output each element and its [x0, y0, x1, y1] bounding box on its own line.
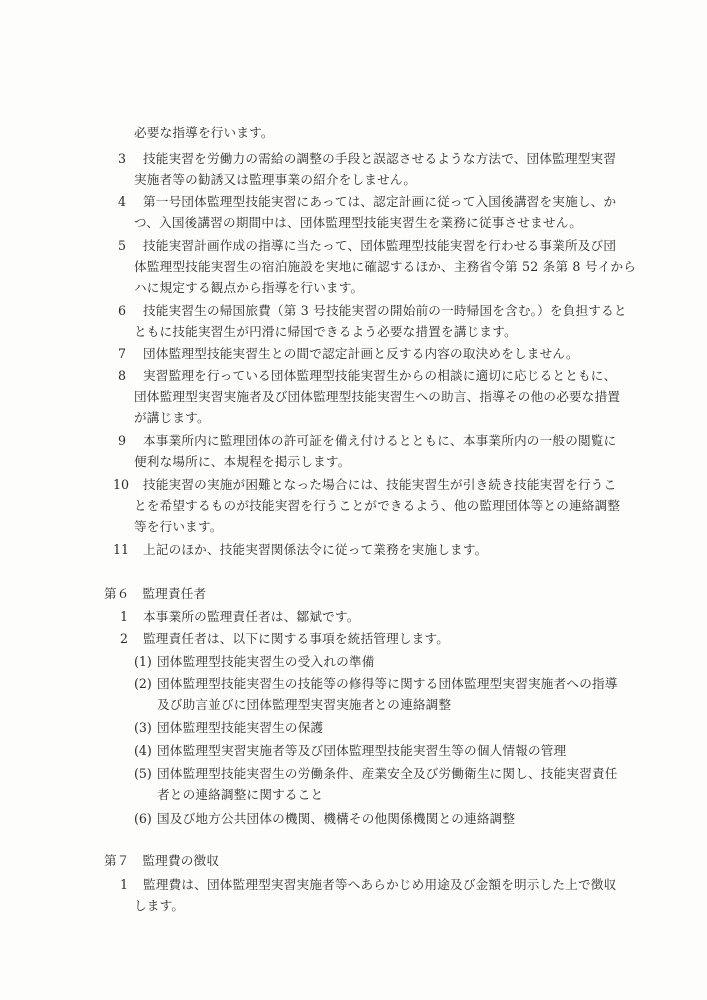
section-item-text: 監理責任者は、以下に関する事項を統括管理します。	[143, 631, 450, 646]
list-item-line: ハに規定する観点から指導を行います。	[134, 280, 364, 295]
list-item-line: とを希望するものが技能実習を行うことができるよう、他の監理団体等との連絡調整	[134, 498, 621, 513]
section-heading: 第６ 監理責任者	[104, 586, 207, 601]
list-item-line: 技能実習生の帰国旅費（第 3 号技能実習の開始前の一時帰国を含む。）を負担すると	[143, 303, 627, 318]
list-item-line: 実習監理を行っている団体監理型技能実習生からの相談に適切に応じるとともに、	[143, 368, 617, 383]
subitem-line: 団体監理型技能実習生の保護	[157, 720, 324, 735]
list-item-line: 等を行います。	[134, 519, 223, 534]
list-item-number: 6	[118, 303, 127, 318]
list-item-line: 技能実習を労働力の需給の調整の手段と誤認させるような方法で、団体監理型実習	[143, 151, 617, 166]
subitem-line: 国及び地方公共団体の機関、機構その他関係機関との連絡調整	[157, 811, 516, 826]
list-item-line: が講じます。	[134, 410, 210, 425]
list-item-number: 5	[118, 238, 127, 253]
list-item-line: つ、入国後講習の期間中は、団体監理型技能実習生を業務に従事させません。	[134, 215, 583, 230]
list-item-line: 団体監理型技能実習生との間で認定計画と反する内容の取決めをしません。	[143, 346, 579, 361]
section-heading: 第７ 監理費の徴収	[104, 853, 220, 868]
list-item-line: 技能実習計画作成の指導に当たって、団体監理型技能実習を行わせる事業所及び団	[143, 238, 617, 253]
subitem-number: (5)	[134, 766, 152, 781]
list-item-line: 上記のほか、技能実習関係法令に従って業務を実施します。	[143, 542, 488, 557]
section-item-number: 2	[120, 631, 129, 646]
list-item-number: 8	[118, 368, 127, 383]
subitem-line: 者との連絡調整に関すること	[157, 787, 324, 802]
list-item-number: 7	[118, 346, 127, 361]
subitem-line: 団体監理型技能実習生の受入れの準備	[157, 654, 375, 669]
subitem-number: (6)	[134, 811, 152, 826]
subitem-number: (1)	[134, 654, 152, 669]
list-item-number: 9	[118, 433, 127, 448]
list-item-line: ともに技能実習生が円滑に帰国できるよう必要な措置を講じます。	[134, 324, 517, 339]
continuation-text: 必要な指導を行います。	[134, 125, 274, 140]
list-item-number: 10	[113, 477, 130, 492]
list-item-number: 4	[118, 194, 127, 209]
subitem-line: 団体監理型実習実施者等及び団体監理型技能実習生等の個人情報の管理	[157, 743, 567, 758]
list-item-line: 実施者等の勧誘又は監理事業の紹介をしません。	[134, 172, 417, 187]
subitem-line: 及び助言並びに団体監理型実習実施者との連絡調整	[157, 697, 452, 712]
subitem-line: 団体監理型技能実習生の労働条件、産業安全及び労働衛生に関し、技能実習責任	[157, 766, 618, 781]
subitem-number: (3)	[134, 720, 152, 735]
list-item-line: 団体監理型実習実施者及び団体監理型技能実習生への助言、指導その他の必要な措置	[134, 389, 621, 404]
section-item-number: 1	[120, 609, 129, 624]
section-item-text: 監理費は、団体監理型実習実施者等へあらかじめ用途及び金額を明示した上で徴収	[143, 877, 617, 892]
list-item-line: 体監理型技能実習生の宿泊施設を実地に確認するほか、主務省令第 52 条第 8 号イから	[134, 259, 637, 274]
list-item-line: 第一号団体監理型技能実習にあっては、認定計画に従って入国後講習を実施し、か	[143, 194, 617, 209]
subitem-number: (4)	[134, 743, 152, 758]
section-item-number: 1	[120, 877, 129, 892]
subitem-line: 団体監理型技能実習生の技能等の修得等に関する団体監理型実習実施者への指導	[157, 676, 618, 691]
section-item-text: します。	[134, 898, 185, 913]
section-item-text: 本事業所の監理責任者は、鄒斌です。	[143, 609, 360, 624]
list-item-number: 3	[118, 151, 127, 166]
list-item-line: 技能実習の実施が困難となった場合には、技能実習生が引き続き技能実習を行うこ	[143, 477, 617, 492]
subitem-number: (2)	[134, 676, 152, 691]
list-item-line: 便利な場所に、本規程を掲示します。	[134, 454, 351, 469]
list-item-number: 11	[113, 542, 130, 557]
list-item-line: 本事業所内に監理団体の許可証を備え付けるとともに、本事業所内の一般の閲覧に	[143, 433, 617, 448]
